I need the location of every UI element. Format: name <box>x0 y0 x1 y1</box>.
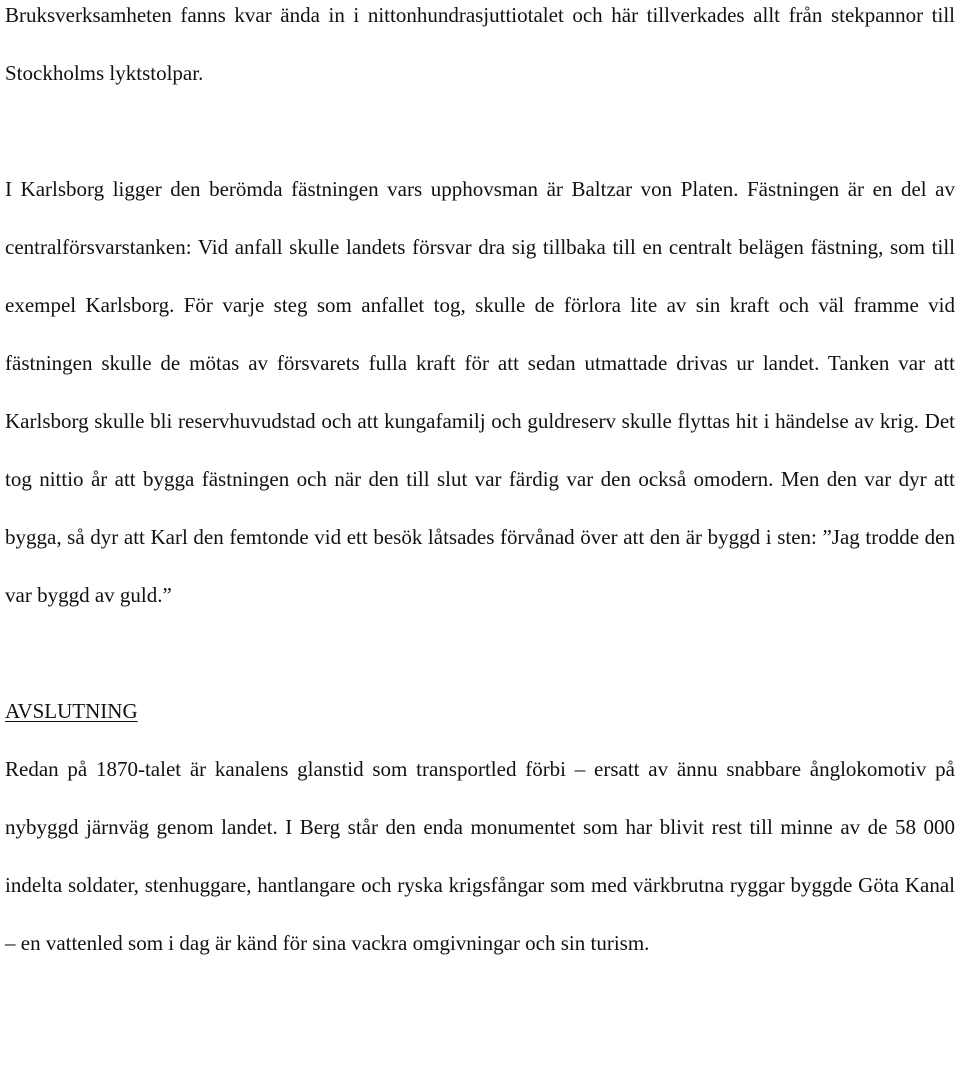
paragraph-spacer <box>5 624 955 682</box>
paragraph-avslutning: Redan på 1870-talet är kanalens glanstid som transportled förbi – ersatt av ännu snabbare ånglokomotiv på nybyggd järnväg genom landet. I Berg står den enda monumentet som har blivit rest till minne av de 58 000 indelta soldater, stenhuggare, hantlangare och ryska krigsfångar som med värkbrutna ryggar byggde Göta Kanal – en vattenled som i dag är känd för sina vackra omgivningar och sin turism. <box>5 757 955 955</box>
paragraph-spacer <box>5 102 955 160</box>
paragraph-karlsborg: I Karlsborg ligger den berömda fästningen vars upphovsman är Baltzar von Platen. Fästningen är en del av centralförsvarstanken: Vid anfall skulle landets försvar dra sig tillbaka till en centralt belägen fästning, som till exempel Karlsborg. För varje steg som anfallet tog, skulle de förlora lite av sin kraft och väl framme vid fästningen skulle de mötas av försvarets fulla kraft för att sedan utmattade drivas ur landet. Tanken var att Karlsborg skulle bli reservhuvudstad och att kungafamilj och guldreserv skulle flyttas hit i händelse av krig. Det tog nittio år att bygga fästningen och när den till slut var färdig var den också omodern. Men den var dyr att bygga, så dyr att Karl den femtonde vid ett besök låtsades förvånad över att den är byggd i sten: ”Jag trodde den var byggd av guld.” <box>5 177 955 607</box>
document-page <box>5 0 955 972</box>
paragraph-bruksverksamheten: Bruksverksamheten fanns kvar ända in i nittonhundrasjuttiotalet och här tillverkades allt från stekpannor till Stockholms lyktstolpar. <box>5 3 955 85</box>
section-heading: AVSLUTNING <box>5 699 138 723</box>
